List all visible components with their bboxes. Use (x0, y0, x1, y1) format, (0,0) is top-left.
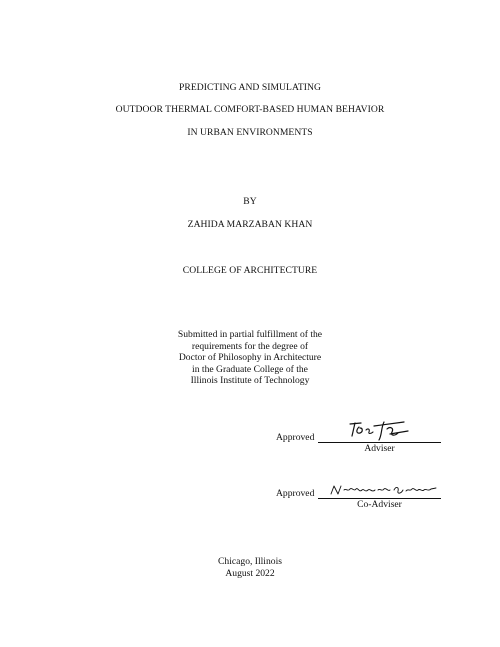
co-adviser-signature-icon (328, 482, 440, 498)
title-line-3: IN URBAN ENVIRONMENTS (187, 127, 313, 138)
title-line-1: PREDICTING AND SIMULATING (179, 82, 321, 93)
co-adviser-approved-label: Approved (276, 488, 315, 499)
adviser-role-label: Adviser (364, 443, 395, 454)
co-adviser-approval (276, 482, 446, 522)
by-label: BY (243, 196, 257, 207)
co-adviser-role-label: Co-Adviser (357, 499, 402, 510)
adviser-approved-label: Approved (276, 432, 315, 443)
submission-line-1: Submitted in partial fulfillment of the (177, 329, 323, 340)
college-name: COLLEGE OF ARCHITECTURE (182, 265, 318, 276)
submission-line-5: Illinois Institute of Technology (190, 375, 310, 386)
title-line-2: OUTDOOR THERMAL COMFORT-BASED HUMAN BEHAVIOR (115, 104, 385, 115)
location: Chicago, Illinois (218, 556, 282, 567)
date: August 2022 (225, 568, 275, 579)
author-name: ZAHIDA MARZABAN KHAN (187, 219, 313, 230)
submission-line-2: requirements for the degree of (191, 341, 309, 352)
adviser-signature-icon (346, 416, 412, 442)
submission-line-4: in the Graduate College of the (192, 364, 308, 375)
adviser-approval (276, 416, 446, 456)
submission-line-3: Doctor of Philosophy in Architecture (178, 352, 322, 363)
